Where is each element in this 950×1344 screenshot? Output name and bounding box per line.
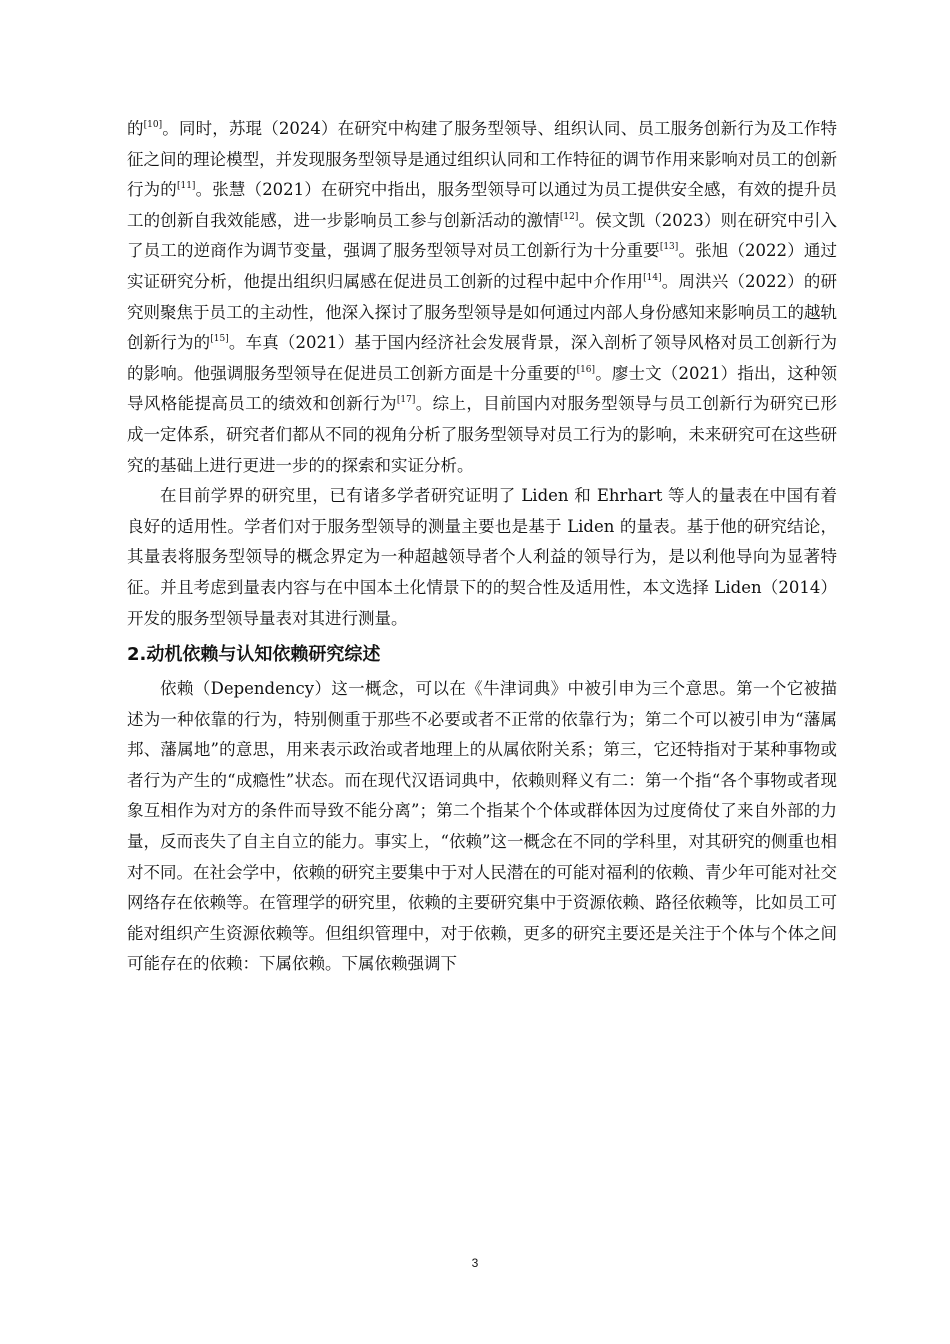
citation-17[interactable]: [17] bbox=[396, 395, 416, 406]
paragraph-literature-review-domestic: 的[10]。同时，苏琨（2024）在研究中构建了服务型领导、组织认同、员工服务创新行为及工作特征之间的理论模型，并发现服务型领导是通过组织认同和工作特征的调节作用来影响对员工的创新行为的[11]。张慧（2021）在研究中指出，服务型领导可以通过为员工提供安全感，有效的提升员工的创新自我效能感，进一步影响员工参与创新活动的激情[12]。侯文凯（2023）则在研究中引入了员工的逆商作为调节变量，强调了服务型领导对员工创新行为十分重要[13]。张旭（2022）通过实证研究分析，他提出组织归属感在促进员工创新的过程中起中介作用[14]。周洪兴（2022）的研究则聚焦于员工的主动性，他深入探讨了服务型领导是如何通过内部人身份感知来影响员工的越轨创新行为的[15]。车真（2021）基于国内经济社会发展背景，深入剖析了领导风格对员工创新行为的影响。他强调服务型领导在促进员工创新方面是十分重要的[16]。廖士文（2021）指出，这种领导风格能提高员工的绩效和创新行为[17]。综上，目前国内对服务型领导与员工创新行为研究已形成一定体系，研究者们都从不同的视角分析了服务型领导对员工行为的影响，未来研究可在这些研究的基础上进行更进一步的的探索和实证分析。 bbox=[127, 119, 838, 475]
page-body bbox=[127, 114, 837, 980]
citation-10[interactable]: [10] bbox=[143, 120, 163, 130]
citation-15[interactable]: [15] bbox=[210, 334, 229, 345]
citation-13[interactable]: [13] bbox=[659, 242, 679, 253]
citation-12[interactable]: [12] bbox=[559, 211, 579, 222]
citation-16[interactable]: [16] bbox=[576, 364, 596, 375]
paragraph-dependency-definition: 依赖（Dependency）这一概念，可以在《牛津词典》中被引申为三个意思。第一个它被描述为一种依靠的行为，特别侧重于那些不必要或者不正常的依靠行为；第二个可以被引申为“藩属邦、藩属地”的意思，用来表示政治或者地理上的从属依附关系；第三，它还特指对于某种事物或者行为产生的“成瘾性”状态。而在现代汉语词典中，依赖则释义有二：第一个指“各个事物或者现象互相作为对方的条件而导致不能分离”；第二个指某个个体或群体因为过度倚仗了来自外部的力量，反而丧失了自主自立的能力。事实上，“依赖”这一概念在不同的学科里，对其研究的侧重也相对不同。在社会学中，依赖的研究主要集中于对人民潜在的可能对福利的依赖、青少年可能对社交网络存在依赖等。在管理学的研究里，依赖的主要研究集中于资源依赖、路径依赖等，比如员工可能对组织产生资源依赖等。但组织管理中，对于依赖，更多的研究主要还是关注于个体与个体之间可能存在的依赖：下属依赖。下属依赖强调下 bbox=[127, 679, 837, 974]
paragraph-scale-selection: 在目前学界的研究里，已有诸多学者研究证明了 Liden 和 Ehrhart 等人的量表在中国有着良好的适用性。学者们对于服务型领导的测量主要也是基于 Liden 的量表。基于他的研究结论，其量表将服务型领导的概念界定为一种超越领导者个人利益的领导行为，是以利他导向为显著特征。并且考虑到量表内容与在中国本土化情景下的的契合性及适用性，本文选择 Liden（2014）开发的服务型领导量表对其进行测量。 bbox=[127, 486, 837, 628]
citation-14[interactable]: [14] bbox=[643, 272, 662, 283]
citation-11[interactable]: [11] bbox=[176, 181, 196, 192]
section-heading: 2.动机依赖与认知依赖研究综述 bbox=[127, 644, 381, 666]
page-number: 3 bbox=[471, 1256, 479, 1270]
